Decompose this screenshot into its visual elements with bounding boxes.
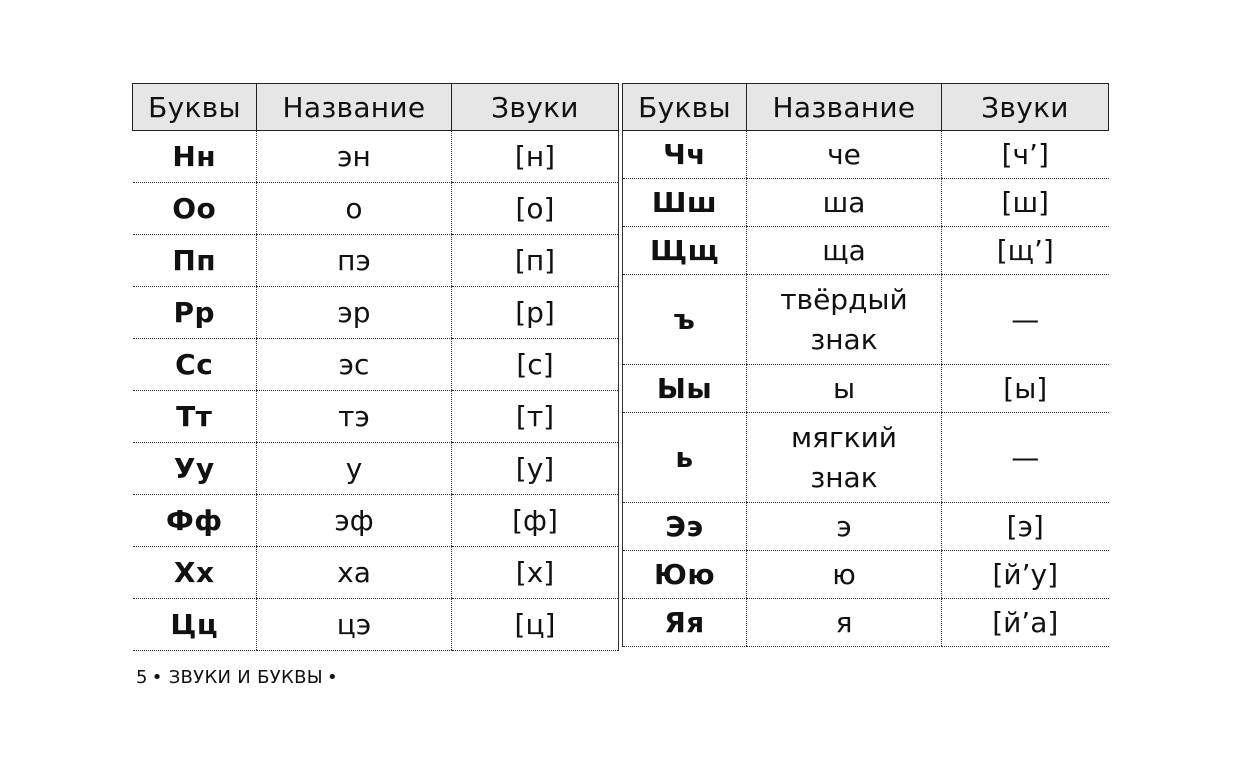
letter-cell: ъ <box>623 275 747 365</box>
table-row <box>133 495 619 547</box>
sound-cell: — <box>942 275 1109 365</box>
name-cell: о <box>257 183 452 235</box>
table-row <box>623 413 1109 503</box>
table-row <box>623 131 1109 179</box>
sound-cell: [р] <box>452 287 619 339</box>
table-row <box>623 227 1109 275</box>
name-cell: эр <box>257 287 452 339</box>
letter-cell: Чч <box>623 131 747 179</box>
sound-cell: [э] <box>942 503 1109 551</box>
sound-cell: [ц] <box>452 599 619 651</box>
name-cell: я <box>747 599 942 647</box>
sound-cell: [у] <box>452 443 619 495</box>
header-letters: Буквы <box>133 84 257 131</box>
table-row <box>133 235 619 287</box>
name-cell: ха <box>257 547 452 599</box>
letter-cell: Яя <box>623 599 747 647</box>
bullet-separator: • <box>326 667 338 688</box>
name-cell <box>747 413 942 503</box>
sound-cell: [х] <box>452 547 619 599</box>
table-row <box>623 179 1109 227</box>
sound-cell: [ш] <box>942 179 1109 227</box>
name-cell: ы <box>747 365 942 413</box>
name-cell: эс <box>257 339 452 391</box>
letter-cell: Щщ <box>623 227 747 275</box>
sound-cell: — <box>942 413 1109 503</box>
sound-cell: [с] <box>452 339 619 391</box>
table-row <box>623 275 1109 365</box>
section-title: ЗВУКИ И БУКВЫ <box>168 667 323 688</box>
name-line: мягкий <box>791 420 897 454</box>
letter-cell: Нн <box>133 131 257 183</box>
sound-cell: [о] <box>452 183 619 235</box>
name-cell: цэ <box>257 599 452 651</box>
name-cell: ша <box>747 179 942 227</box>
letter-cell: Фф <box>133 495 257 547</box>
table-row <box>623 551 1109 599</box>
table-row <box>133 599 619 651</box>
letter-cell: Шш <box>623 179 747 227</box>
page-number: 5 <box>136 667 148 688</box>
letter-cell: ь <box>623 413 747 503</box>
letter-cell: Ээ <box>623 503 747 551</box>
header-sounds: Звуки <box>452 84 619 131</box>
table-row <box>133 131 619 183</box>
header-sounds: Звуки <box>942 84 1109 131</box>
alphabet-table-left <box>132 83 619 651</box>
name-cell: эн <box>257 131 452 183</box>
table-row <box>623 365 1109 413</box>
letter-cell: Цц <box>133 599 257 651</box>
table-row <box>133 391 619 443</box>
page-footer <box>136 666 344 690</box>
sound-cell: [й’а] <box>942 599 1109 647</box>
name-cell <box>747 275 942 365</box>
name-cell: че <box>747 131 942 179</box>
table-row <box>133 183 619 235</box>
table-header-row <box>623 84 1109 131</box>
letter-cell: Сс <box>133 339 257 391</box>
sound-cell: [ы] <box>942 365 1109 413</box>
table-row <box>133 443 619 495</box>
table-row <box>133 339 619 391</box>
name-cell: у <box>257 443 452 495</box>
sound-cell: [ф] <box>452 495 619 547</box>
table-row <box>623 503 1109 551</box>
bullet-separator: • <box>151 667 163 688</box>
letter-cell: Уу <box>133 443 257 495</box>
header-letters: Буквы <box>623 84 747 131</box>
sound-cell: [ч’] <box>942 131 1109 179</box>
letter-cell: Хх <box>133 547 257 599</box>
name-cell: ю <box>747 551 942 599</box>
name-cell: э <box>747 503 942 551</box>
sound-cell: [щ’] <box>942 227 1109 275</box>
table-row <box>133 547 619 599</box>
name-line: знак <box>810 460 878 494</box>
name-line: знак <box>810 322 878 356</box>
sound-cell: [й’у] <box>942 551 1109 599</box>
name-cell: тэ <box>257 391 452 443</box>
name-line: твёрдый <box>780 282 908 316</box>
sound-cell: [п] <box>452 235 619 287</box>
table-header-row <box>133 84 619 131</box>
letter-cell: Юю <box>623 551 747 599</box>
name-cell: ща <box>747 227 942 275</box>
table-row <box>623 599 1109 647</box>
letter-cell: Пп <box>133 235 257 287</box>
alphabet-table-right <box>622 83 1109 647</box>
sound-cell: [н] <box>452 131 619 183</box>
name-cell: эф <box>257 495 452 547</box>
letter-cell: Оо <box>133 183 257 235</box>
letter-cell: Ыы <box>623 365 747 413</box>
letter-cell: Рр <box>133 287 257 339</box>
table-row <box>133 287 619 339</box>
header-name: Название <box>747 84 942 131</box>
header-name: Название <box>257 84 452 131</box>
name-cell: пэ <box>257 235 452 287</box>
letter-cell: Тт <box>133 391 257 443</box>
sound-cell: [т] <box>452 391 619 443</box>
